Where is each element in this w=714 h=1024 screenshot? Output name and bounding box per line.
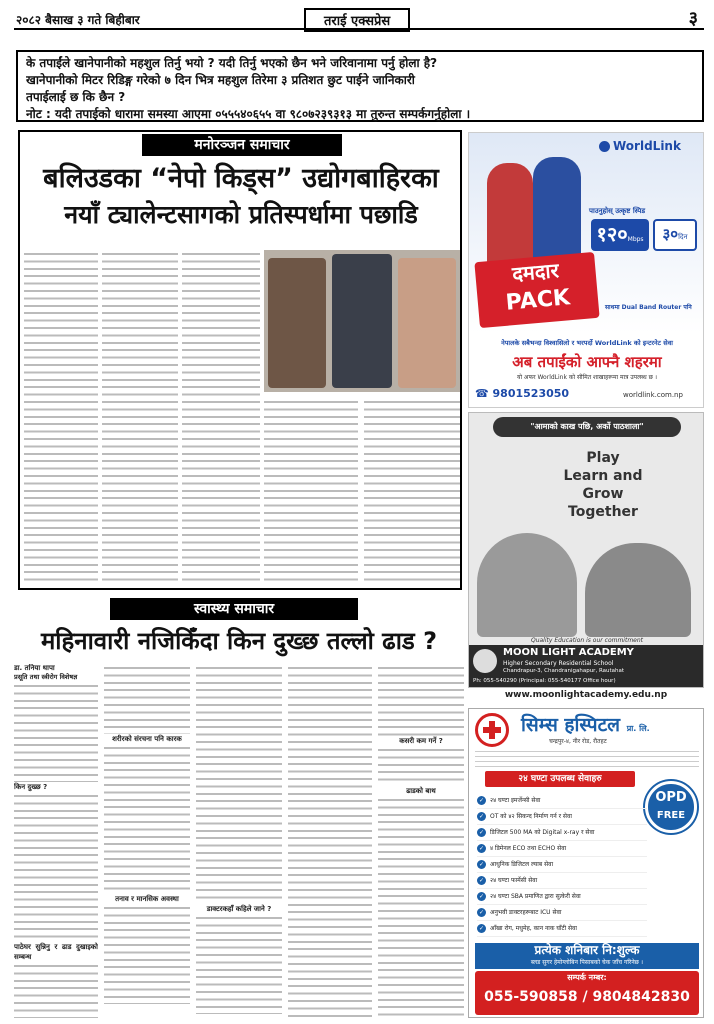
worldlink-line-1: नेपालके सबैभन्दा विश्वासिलो र भरपर्दो WorldLink को इन्टरनेट सेवा bbox=[501, 339, 673, 347]
health-article-body bbox=[14, 664, 464, 1018]
health-text-block bbox=[14, 792, 98, 942]
subhead-why: किन दुख्छ ? bbox=[14, 783, 48, 791]
worldlink-web: worldlink.com.np bbox=[623, 391, 683, 399]
check-icon: ✓ bbox=[478, 861, 485, 868]
check-icon: ✓ bbox=[478, 829, 485, 836]
hospital-ad bbox=[468, 708, 704, 1018]
saturday-free-box bbox=[475, 943, 699, 969]
hospital-service-label: डिजिटल 500 MA को Digital x-ray र सेवा bbox=[490, 829, 595, 836]
health-section-label: स्वास्थ्य समाचार bbox=[110, 598, 358, 620]
health-col-1 bbox=[14, 664, 98, 1018]
water-notice-box bbox=[16, 50, 704, 122]
author-title: प्रसूति तथा स्त्रीरोग विशेषज्ञ bbox=[14, 673, 78, 681]
entertainment-text-col-2 bbox=[102, 250, 178, 586]
health-text-block bbox=[104, 904, 190, 1004]
paper-name: तराई एक्सप्रेस bbox=[304, 8, 410, 32]
actress-left-figure bbox=[268, 258, 326, 388]
cricketer-left-figure bbox=[487, 163, 533, 269]
entertainment-text-col-5 bbox=[364, 398, 460, 586]
contact-label: सम्पर्क नम्बर: bbox=[567, 973, 607, 982]
check-icon: ✓ bbox=[478, 877, 485, 884]
cricketer-right-figure bbox=[533, 157, 581, 269]
worldlink-line-2: अब तपाईंको आफ्नै शहरमा bbox=[512, 353, 662, 371]
moonlight-quote: Quality Education is our commitment bbox=[530, 637, 644, 644]
days-value: ३० bbox=[662, 225, 679, 243]
health-headline: महिनावारी नजिकिँदा किन दुख्छ तल्लो ढाड ? bbox=[40, 627, 438, 655]
worldlink-speed-badge bbox=[591, 219, 649, 251]
check-icon: ✓ bbox=[478, 813, 485, 820]
page-number: ३ bbox=[688, 8, 698, 29]
hospital-service-label: OT को ४२ सिकन्द निर्माण गर्न र सेवा bbox=[490, 813, 572, 820]
health-text-block bbox=[196, 914, 282, 1014]
health-text-block bbox=[104, 664, 190, 734]
health-col-3 bbox=[196, 664, 282, 1018]
pack-title-2: PACK bbox=[504, 285, 572, 316]
check-icon: ✓ bbox=[478, 797, 485, 804]
worldlink-phone bbox=[475, 387, 569, 400]
health-col-5 bbox=[378, 664, 464, 1018]
notice-line-3: तपाईलाई छ कि छैन ? bbox=[26, 90, 126, 104]
hospital-service-item bbox=[477, 809, 647, 825]
health-text-block bbox=[14, 682, 98, 782]
hospital-intro-text bbox=[475, 749, 699, 767]
hospital-name bbox=[521, 711, 650, 737]
check-icon: ✓ bbox=[478, 893, 485, 900]
notice-line-1: के तपाईंले खानेपानीको महशुल तिर्नु भयो ? यदी तिर्नु भएको छैन भने जरिवानामा पर्नु होला है? bbox=[26, 56, 438, 70]
hospital-service-item bbox=[477, 793, 647, 809]
moonlight-subtitle: Higher Secondary Residential School bbox=[503, 660, 614, 667]
actor-center-figure bbox=[332, 254, 392, 388]
entertainment-text-col-1 bbox=[24, 250, 98, 586]
check-icon: ✓ bbox=[478, 925, 485, 932]
hospital-service-label: २४ घण्टा फार्मेसी सेवा bbox=[490, 877, 538, 884]
saturday-subtitle: ब्लड सुगर हेमोग्लोबिन पिसाबको चेक जाँच गरिनेछ । bbox=[530, 959, 644, 966]
hospital-service-label: आँखा रोग, मधुमेह, कान नाक घाँटी सेवा bbox=[490, 925, 577, 932]
worldlink-ad bbox=[468, 132, 704, 408]
author-name: डा. तनिया थापा bbox=[14, 664, 55, 672]
hospital-service-banner: २४ घण्टा उपलब्ध सेवाहरु bbox=[485, 771, 635, 787]
moonlight-name: MOON LIGHT ACADEMY bbox=[503, 647, 634, 658]
worldlink-logo bbox=[599, 139, 681, 153]
hospital-service-item bbox=[477, 921, 647, 937]
entertainment-headline-1: बलिउडका “नेपो किड्स” उद्योगबाहिरका bbox=[43, 163, 439, 194]
health-text-block bbox=[378, 746, 464, 786]
health-text-block bbox=[14, 962, 98, 1018]
hospital-service-label: २४ घण्टा SBA प्रमाणित द्वारा सुत्केरी सेवा bbox=[490, 893, 581, 900]
subhead-doctor: डाक्टरकहाँ कहिले जाने ? bbox=[206, 905, 272, 913]
worldlink-line-3: यो अफर WorldLink को सीमित शाखाहरूमा मात्र उपलब्ध छ । bbox=[516, 374, 658, 381]
health-text-block bbox=[378, 796, 464, 1016]
hospital-logo-icon bbox=[475, 713, 509, 747]
hospital-name-text: सिम्स हस्पिटल bbox=[521, 714, 621, 736]
health-col-2 bbox=[104, 664, 190, 1018]
saturday-title: प्रत्येक शनिबार नि:शुल्क bbox=[534, 943, 640, 957]
moonlight-address: Chandrapur-3, Chandranigahapur, Rautahat bbox=[503, 668, 625, 674]
opd-free-badge bbox=[645, 781, 697, 833]
notice-line-4: नोट : यदी तपाईको धारामा समस्या आएमा ०५५५४०६५५ वा ९८०७२३९३१३ मा तुरुन्त सम्पर्कगर्नुहोला । bbox=[26, 107, 471, 121]
health-text-block bbox=[378, 664, 464, 736]
hospital-service-label: २४ घण्टा इमर्जेन्सी सेवा bbox=[490, 797, 541, 804]
subhead-back-rheumatism: ढाडको बाथ bbox=[406, 787, 436, 795]
child-right-figure bbox=[585, 543, 691, 637]
subhead-stress: तनाव र मानसिक अवस्था bbox=[115, 895, 179, 903]
hospital-service-label: आधुनिक डिजिटल ल्याब सेवा bbox=[490, 861, 554, 868]
hospital-service-item bbox=[477, 857, 647, 873]
phone-icon: ☎ bbox=[475, 387, 493, 400]
moonlight-academy-ad bbox=[468, 412, 704, 688]
hospital-service-item bbox=[477, 905, 647, 921]
hospital-suffix: प्रा. लि. bbox=[626, 724, 650, 733]
hospital-service-item bbox=[477, 841, 647, 857]
worldlink-phone-number: 9801523050 bbox=[492, 387, 570, 400]
child-left-figure bbox=[477, 533, 577, 637]
hospital-service-item bbox=[477, 873, 647, 889]
health-col-4 bbox=[288, 664, 372, 1018]
hospital-service-label: अनुभवी डाक्टरहरूबाट ICU सेवा bbox=[490, 909, 562, 916]
days-unit: दिन bbox=[678, 233, 688, 241]
moonlight-slogan: "आमाको काख पछि, अर्को पाठशाला" bbox=[493, 417, 681, 437]
hospital-service-label: ४ डिमेनल ECO तथा ECHO सेवा bbox=[490, 845, 567, 852]
entertainment-article bbox=[18, 130, 462, 590]
worldlink-tagline: पाउनुहोस् उत्कृष्ट स्पिड bbox=[589, 207, 646, 215]
subhead-body-structure: शरीरको संरचना पनि कारक bbox=[112, 735, 182, 743]
opd-text: OPD bbox=[655, 790, 687, 805]
damdar-pack-badge bbox=[474, 252, 599, 328]
hospital-service-item bbox=[477, 889, 647, 905]
hospital-services-list bbox=[477, 793, 647, 937]
entertainment-section-label: मनोरञ्जन समाचार bbox=[142, 134, 342, 156]
moonlight-footer bbox=[469, 645, 704, 688]
moonlight-play-text bbox=[533, 449, 673, 521]
moonlight-phone: Ph: 055-540290 (Principal: 055-540177 Office hour) bbox=[473, 678, 616, 684]
moonlight-web: www.moonlightacademy.edu.np bbox=[504, 690, 668, 700]
notice-line-2: खानेपानीको मिटर रिडिङ्ग गरेको ७ दिन भित्र महशुल तिरेमा ३ प्रतिशत छुट पाईने जानिकारी bbox=[26, 73, 415, 87]
actress-right-figure bbox=[398, 258, 456, 388]
hospital-service-item bbox=[477, 825, 647, 841]
worldlink-brand: WorldLink bbox=[613, 139, 681, 153]
worldlink-days-badge bbox=[653, 219, 697, 251]
pack-title-1: दमदार bbox=[511, 258, 560, 287]
play-line-2: Learn and bbox=[563, 468, 643, 484]
entertainment-text-col-4 bbox=[264, 398, 358, 586]
free-text: FREE bbox=[656, 810, 686, 821]
play-line-3: Grow bbox=[582, 486, 624, 502]
hospital-address: चन्द्रपुर-४, नीर रोड, रौतहट bbox=[549, 738, 607, 745]
check-icon: ✓ bbox=[478, 909, 485, 916]
speed-value: १२० bbox=[596, 222, 628, 246]
entertainment-headline-2: नयाँ ट्यालेन्टसागको प्रतिस्पर्धामा पछाडि bbox=[64, 200, 418, 229]
speed-unit: Mbps bbox=[627, 236, 644, 243]
check-icon: ✓ bbox=[478, 845, 485, 852]
page-header bbox=[14, 8, 704, 30]
entertainment-text-col-3 bbox=[182, 250, 260, 586]
play-line-4: Together bbox=[568, 504, 638, 520]
contact-numbers: 055-590858 / 9804842830 bbox=[484, 989, 690, 1005]
health-text-block bbox=[104, 744, 190, 894]
play-line-1: Play bbox=[586, 450, 620, 466]
health-text-block bbox=[196, 664, 282, 904]
issue-date: २०८२ बैसाख ३ गते बिहीबार bbox=[16, 13, 140, 27]
hospital-contact-box bbox=[475, 971, 699, 1015]
subhead-uterus: पाठेघर सुन्निनु र ढाड दुखाइको सम्बन्ध bbox=[14, 943, 98, 961]
actors-photo bbox=[264, 250, 460, 392]
moonlight-logo-icon bbox=[473, 649, 497, 673]
worldlink-router: साथमा Dual Band Router पनि bbox=[605, 304, 692, 311]
worldlink-logo-icon bbox=[599, 141, 610, 152]
subhead-reduce: कसरी कम गर्ने ? bbox=[399, 737, 443, 745]
